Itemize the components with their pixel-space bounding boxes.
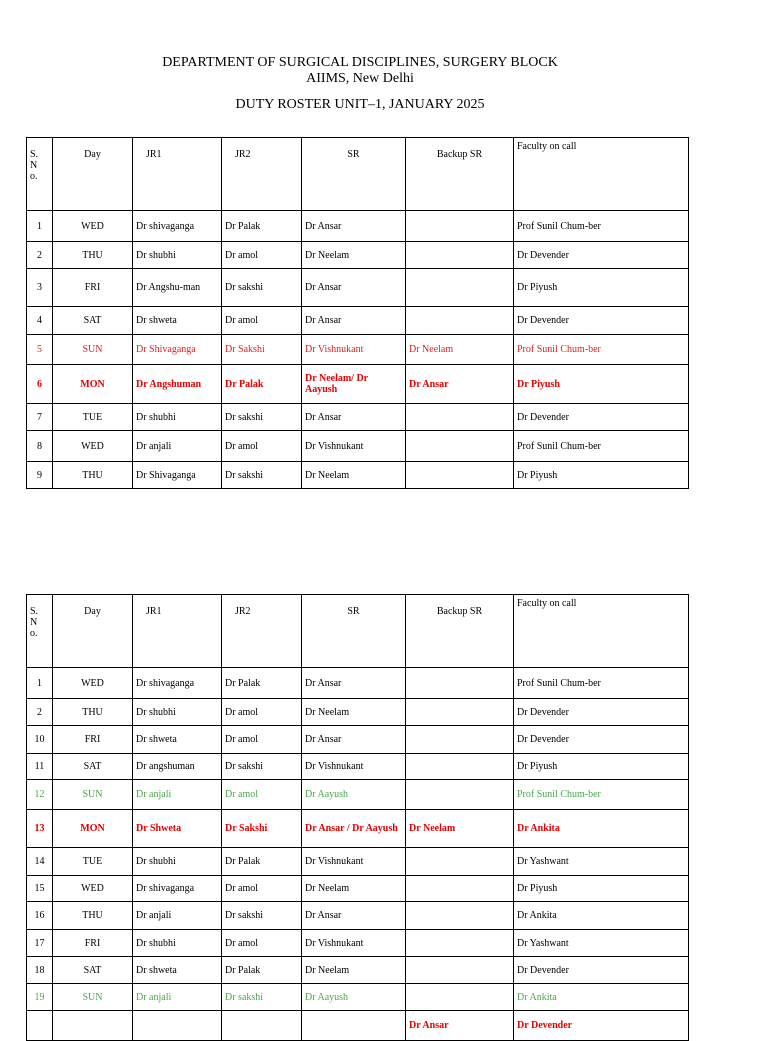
cell-backup-sr	[406, 269, 514, 307]
cell-sr: Dr Ansar	[302, 404, 406, 431]
cell-jr2	[222, 1011, 302, 1041]
table-row	[27, 404, 689, 431]
cell-jr1: Dr anjali	[133, 780, 222, 810]
cell-jr2: Dr amol	[222, 307, 302, 335]
cell-faculty: Dr Ankita	[514, 810, 689, 848]
table-row	[27, 335, 689, 365]
cell-sno: 12	[27, 780, 53, 810]
cell-backup-sr	[406, 984, 514, 1011]
cell-sr: Dr Aayush	[302, 984, 406, 1011]
cell-day: THU	[53, 699, 133, 726]
cell-sr: Dr Aayush	[302, 780, 406, 810]
table-row	[27, 668, 689, 699]
col-header-sr: SR	[302, 595, 406, 668]
table-row	[27, 211, 689, 242]
cell-jr1: Dr shivaganga	[133, 876, 222, 902]
col-header-jr2: JR2	[222, 595, 302, 668]
cell-day: THU	[53, 242, 133, 269]
cell-sr: Dr Ansar	[302, 726, 406, 754]
cell-sr: Dr Vishnukant	[302, 335, 406, 365]
institute-heading: AIIMS, New Delhi	[306, 71, 414, 86]
col-header-day: Day	[53, 138, 133, 211]
cell-day: MON	[53, 810, 133, 848]
cell-jr2: Dr amol	[222, 930, 302, 957]
cell-sno: 2	[27, 699, 53, 726]
cell-backup-sr	[406, 431, 514, 462]
cell-jr2: Dr Palak	[222, 211, 302, 242]
cell-sno: 13	[27, 810, 53, 848]
cell-backup-sr	[406, 668, 514, 699]
cell-backup-sr	[406, 726, 514, 754]
cell-jr1: Dr shweta	[133, 307, 222, 335]
table-row	[27, 431, 689, 462]
cell-jr2: Dr amol	[222, 726, 302, 754]
cell-backup-sr	[406, 848, 514, 876]
cell-backup-sr	[406, 902, 514, 930]
table-row	[27, 780, 689, 810]
cell-jr1: Dr shubhi	[133, 404, 222, 431]
col-header-jr2: JR2	[222, 138, 302, 211]
col-header-sr: SR	[302, 138, 406, 211]
cell-sr: Dr Vishnukant	[302, 930, 406, 957]
cell-jr1: Dr Angshuman	[133, 365, 222, 404]
cell-day: FRI	[53, 930, 133, 957]
cell-jr1	[133, 1011, 222, 1041]
table-row	[27, 1011, 689, 1041]
cell-faculty: Prof Sunil Chum-ber	[514, 335, 689, 365]
cell-day: FRI	[53, 726, 133, 754]
cell-jr2: Dr amol	[222, 876, 302, 902]
table-row	[27, 726, 689, 754]
cell-day: WED	[53, 876, 133, 902]
cell-sno: 17	[27, 930, 53, 957]
cell-backup-sr	[406, 780, 514, 810]
cell-jr2: Dr Sakshi	[222, 810, 302, 848]
cell-sno: 15	[27, 876, 53, 902]
cell-faculty: Prof Sunil Chum-ber	[514, 211, 689, 242]
cell-jr1: Dr shubhi	[133, 930, 222, 957]
cell-sr: Dr Ansar	[302, 307, 406, 335]
table-row	[27, 699, 689, 726]
cell-day: TUE	[53, 848, 133, 876]
cell-day: THU	[53, 902, 133, 930]
cell-sno: 5	[27, 335, 53, 365]
cell-jr1: Dr Shweta	[133, 810, 222, 848]
cell-sr: Dr Neelam	[302, 699, 406, 726]
cell-sno: 16	[27, 902, 53, 930]
cell-sno: 11	[27, 754, 53, 780]
cell-faculty: Prof Sunil Chum-ber	[514, 431, 689, 462]
cell-sr: Dr Neelam/ Dr Aayush	[302, 365, 406, 404]
col-header-sno: S.No.	[27, 595, 53, 668]
table-row	[27, 242, 689, 269]
table-header-row	[27, 595, 689, 668]
table-header-row	[27, 138, 689, 211]
cell-sr: Dr Neelam	[302, 242, 406, 269]
cell-sno	[27, 1011, 53, 1041]
cell-jr2: Dr amol	[222, 699, 302, 726]
cell-sno: 9	[27, 462, 53, 489]
department-heading: DEPARTMENT OF SURGICAL DISCIPLINES, SURGERY BLOCK	[162, 55, 558, 70]
cell-backup-sr	[406, 211, 514, 242]
cell-backup-sr	[406, 754, 514, 780]
table-row	[27, 930, 689, 957]
cell-faculty: Dr Piyush	[514, 365, 689, 404]
cell-jr2: Dr amol	[222, 780, 302, 810]
cell-sno: 8	[27, 431, 53, 462]
cell-jr1: Dr anjali	[133, 902, 222, 930]
cell-sno: 14	[27, 848, 53, 876]
cell-jr2: Dr sakshi	[222, 902, 302, 930]
roster-table-1	[26, 137, 689, 489]
roster-table-2	[26, 594, 689, 1041]
cell-jr1: Dr anjali	[133, 431, 222, 462]
cell-backup-sr	[406, 462, 514, 489]
cell-day: SAT	[53, 957, 133, 984]
cell-jr2: Dr Palak	[222, 957, 302, 984]
cell-day: SUN	[53, 335, 133, 365]
cell-faculty: Dr Devender	[514, 699, 689, 726]
cell-faculty: Dr Yashwant	[514, 930, 689, 957]
cell-day	[53, 1011, 133, 1041]
cell-backup-sr	[406, 957, 514, 984]
cell-sr: Dr Vishnukant	[302, 431, 406, 462]
cell-sr: Dr Neelam	[302, 462, 406, 489]
table-row	[27, 307, 689, 335]
cell-faculty: Dr Devender	[514, 242, 689, 269]
table-row	[27, 984, 689, 1011]
table-row	[27, 269, 689, 307]
cell-day: WED	[53, 668, 133, 699]
cell-faculty: Dr Devender	[514, 726, 689, 754]
cell-faculty: Dr Piyush	[514, 462, 689, 489]
cell-faculty: Dr Piyush	[514, 269, 689, 307]
cell-backup-sr	[406, 930, 514, 957]
cell-sno: 19	[27, 984, 53, 1011]
cell-day: TUE	[53, 404, 133, 431]
cell-day: WED	[53, 431, 133, 462]
cell-day: SUN	[53, 780, 133, 810]
cell-sno: 7	[27, 404, 53, 431]
cell-sr: Dr Vishnukant	[302, 754, 406, 780]
col-header-backup-sr: Backup SR	[406, 595, 514, 668]
cell-faculty: Dr Devender	[514, 404, 689, 431]
cell-sno: 6	[27, 365, 53, 404]
cell-backup-sr: Dr Neelam	[406, 335, 514, 365]
cell-sno: 18	[27, 957, 53, 984]
cell-backup-sr	[406, 404, 514, 431]
cell-backup-sr	[406, 699, 514, 726]
col-header-sno: S.No.	[27, 138, 53, 211]
cell-day: SAT	[53, 307, 133, 335]
cell-jr1: Dr shweta	[133, 726, 222, 754]
cell-faculty: Prof Sunil Chum-ber	[514, 668, 689, 699]
cell-day: SAT	[53, 754, 133, 780]
cell-sno: 10	[27, 726, 53, 754]
cell-day: MON	[53, 365, 133, 404]
col-header-jr1: JR1	[133, 595, 222, 668]
table-row	[27, 365, 689, 404]
cell-jr1: Dr shivaganga	[133, 668, 222, 699]
cell-sr	[302, 1011, 406, 1041]
cell-sr: Dr Ansar	[302, 668, 406, 699]
cell-faculty: Dr Yashwant	[514, 848, 689, 876]
cell-jr2: Dr sakshi	[222, 269, 302, 307]
cell-faculty: Dr Piyush	[514, 754, 689, 780]
cell-backup-sr	[406, 876, 514, 902]
cell-sno: 4	[27, 307, 53, 335]
cell-sno: 1	[27, 211, 53, 242]
table-row	[27, 902, 689, 930]
cell-day: THU	[53, 462, 133, 489]
cell-backup-sr	[406, 242, 514, 269]
cell-day: SUN	[53, 984, 133, 1011]
cell-jr2: Dr Palak	[222, 365, 302, 404]
cell-jr1: Dr Shivaganga	[133, 462, 222, 489]
cell-sr: Dr Ansar	[302, 269, 406, 307]
cell-faculty: Dr Piyush	[514, 876, 689, 902]
cell-faculty: Dr Devender	[514, 307, 689, 335]
table-row	[27, 810, 689, 848]
cell-jr1: Dr Shivaganga	[133, 335, 222, 365]
cell-jr1: Dr anjali	[133, 984, 222, 1011]
cell-jr1: Dr angshuman	[133, 754, 222, 780]
table-row	[27, 957, 689, 984]
cell-jr2: Dr amol	[222, 242, 302, 269]
col-header-day: Day	[53, 595, 133, 668]
table-row	[27, 462, 689, 489]
cell-jr1: Dr shubhi	[133, 699, 222, 726]
cell-jr2: Dr Palak	[222, 668, 302, 699]
col-header-faculty: Faculty on call	[514, 595, 689, 668]
cell-jr1: Dr shivaganga	[133, 211, 222, 242]
cell-faculty: Dr Ankita	[514, 984, 689, 1011]
col-header-faculty: Faculty on call	[514, 138, 689, 211]
cell-sno: 2	[27, 242, 53, 269]
cell-jr1: Dr Angshu-man	[133, 269, 222, 307]
cell-backup-sr: Dr Ansar	[406, 1011, 514, 1041]
cell-jr2: Dr sakshi	[222, 984, 302, 1011]
cell-sr: Dr Ansar / Dr Aayush	[302, 810, 406, 848]
cell-backup-sr: Dr Neelam	[406, 810, 514, 848]
cell-faculty: Dr Devender	[514, 1011, 689, 1041]
cell-jr1: Dr shubhi	[133, 242, 222, 269]
roster-title: DUTY ROSTER UNIT–1, JANUARY 2025	[235, 97, 485, 112]
cell-faculty: Prof Sunil Chum-ber	[514, 780, 689, 810]
cell-backup-sr: Dr Ansar	[406, 365, 514, 404]
table-row	[27, 848, 689, 876]
cell-jr2: Dr Palak	[222, 848, 302, 876]
cell-sr: Dr Ansar	[302, 902, 406, 930]
cell-jr2: Dr sakshi	[222, 754, 302, 780]
cell-faculty: Dr Devender	[514, 957, 689, 984]
cell-faculty: Dr Ankita	[514, 902, 689, 930]
cell-jr1: Dr shweta	[133, 957, 222, 984]
cell-sr: Dr Neelam	[302, 957, 406, 984]
cell-jr2: Dr sakshi	[222, 404, 302, 431]
table-row	[27, 754, 689, 780]
cell-jr1: Dr shubhi	[133, 848, 222, 876]
col-header-backup-sr: Backup SR	[406, 138, 514, 211]
cell-jr2: Dr sakshi	[222, 462, 302, 489]
cell-sno: 1	[27, 668, 53, 699]
cell-jr2: Dr amol	[222, 431, 302, 462]
cell-jr2: Dr Sakshi	[222, 335, 302, 365]
table-row	[27, 876, 689, 902]
col-header-jr1: JR1	[133, 138, 222, 211]
cell-sno: 3	[27, 269, 53, 307]
cell-day: FRI	[53, 269, 133, 307]
cell-backup-sr	[406, 307, 514, 335]
cell-sr: Dr Neelam	[302, 876, 406, 902]
cell-sr: Dr Ansar	[302, 211, 406, 242]
cell-day: WED	[53, 211, 133, 242]
cell-sr: Dr Vishnukant	[302, 848, 406, 876]
